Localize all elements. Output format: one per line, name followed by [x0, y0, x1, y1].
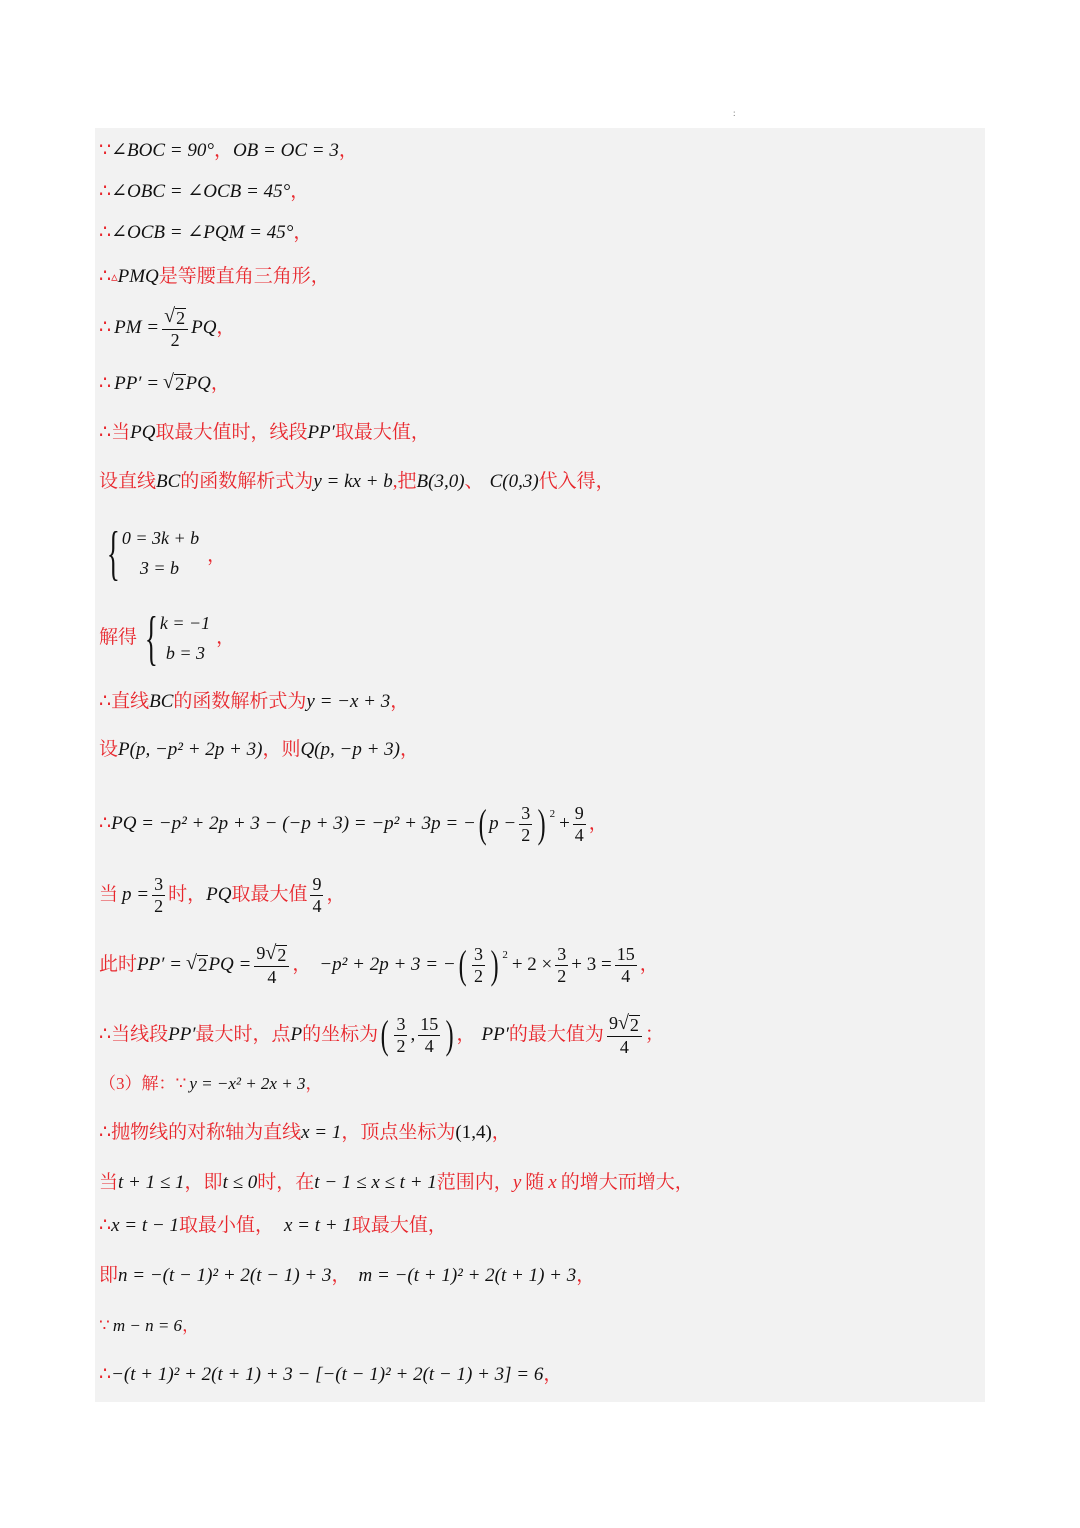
math-expr: x = 1: [301, 1122, 342, 1143]
therefore-symbol: ∴: [99, 422, 112, 443]
fraction-denominator: 2: [154, 895, 164, 916]
punct: ，: [216, 317, 236, 338]
math-expr: m = −(t + 1)² + 2(t + 1) + 3: [358, 1265, 577, 1286]
equation-system: { 0 = 3k + b 3 = b: [106, 520, 200, 586]
point-c: C(0,3): [489, 471, 539, 492]
text: 当: [111, 422, 131, 443]
math-expr: PQ: [185, 373, 211, 394]
point-q: Q(p, −p + 3): [300, 739, 400, 760]
point-p: P(p, −p² + 2p + 3): [118, 739, 263, 760]
math-expr: y = −x² + 2x + 3: [189, 1074, 306, 1093]
fraction-numerator: 3: [154, 873, 164, 894]
text: 取最大值时，线段: [155, 422, 308, 443]
fraction-numerator: 3: [474, 943, 483, 964]
therefore-symbol: ∴: [99, 317, 112, 338]
part-label: （3）解：: [99, 1074, 176, 1093]
sqrt-radicand: 2: [197, 955, 208, 977]
math-expr: ∠OBC = ∠OCB = 45°: [111, 181, 291, 202]
sqrt-radicand: 2: [277, 944, 287, 965]
fraction: [519, 804, 532, 845]
math-var: BC: [149, 691, 174, 712]
math-expr: ∠OCB = ∠PQM = 45°: [111, 222, 294, 243]
equation-row: 0 = 3k + b: [121, 528, 200, 548]
math-var: PQ: [130, 422, 156, 443]
punct: ，: [213, 140, 233, 161]
math-expr: y = −x + 3: [306, 691, 391, 712]
exponent: 2: [549, 808, 556, 820]
math-expr: OB = OC = 3: [232, 140, 339, 161]
sqrt: √ 2: [163, 371, 185, 396]
text: 的增大而增大，: [560, 1172, 694, 1193]
math-var: P: [290, 1024, 303, 1045]
fraction: [394, 1015, 407, 1056]
fraction: [472, 945, 485, 986]
fraction-numerator: 9: [574, 802, 584, 823]
text: 设直线: [99, 471, 157, 492]
fraction: √ 2 2: [162, 306, 188, 351]
math-expr: PP′ =: [114, 373, 160, 394]
line-8: [99, 470, 615, 494]
equation-row: 3 = b: [139, 558, 179, 578]
page-dot-mark: :: [733, 108, 736, 118]
line-4: [99, 265, 330, 289]
math-expr: PP′ =: [137, 954, 182, 975]
math-expr: PQ =: [208, 954, 252, 975]
math-expr: x = t − 1: [111, 1215, 179, 1236]
text: 最大时，点: [195, 1024, 291, 1045]
text: 当线段: [111, 1024, 169, 1045]
line-19: [99, 1171, 694, 1195]
text: 的函数解析式为: [180, 471, 314, 492]
sqrt: √ 2: [185, 952, 208, 977]
fraction-numerator: 9: [608, 1012, 618, 1033]
text: 的函数解析式为: [173, 691, 307, 712]
text: ，则: [262, 739, 301, 760]
therefore-symbol: ∴: [99, 181, 112, 202]
text: 取最大值，: [334, 422, 430, 443]
punct: ，: [588, 813, 608, 834]
point-b: B(3,0): [416, 471, 465, 492]
fraction-denominator: 2: [474, 965, 483, 986]
line-12: [99, 738, 419, 762]
line-3: [99, 221, 312, 245]
punct: ；: [644, 1024, 664, 1045]
line-5: [99, 303, 235, 353]
fraction-denominator: 4: [574, 824, 584, 845]
operator: +: [559, 813, 570, 834]
punct: ，: [182, 1316, 200, 1335]
line-17: [99, 1072, 322, 1096]
punct: ，: [338, 140, 358, 161]
line-13: ∴ PQ = −p² + 2p + 3 − (−p + 3) = −p² + 3p = − ( p − $\frac{3}{2}$ ) 2 + $\frac{9}{4}$ ，: [99, 801, 608, 846]
fraction-denominator: 2: [557, 965, 567, 986]
text: 的坐标为: [302, 1024, 379, 1045]
fraction: [310, 875, 323, 916]
fraction-numerator: 3: [396, 1013, 406, 1034]
line-23: [99, 1363, 562, 1387]
fraction: [418, 1015, 440, 1056]
math-expr: t ≤ 0: [222, 1172, 258, 1193]
punct: ，: [292, 954, 312, 975]
punct: ，: [293, 222, 313, 243]
punct: ，: [207, 545, 227, 566]
line-15: 此时 PP′ = √ 2 PQ = 9 √ 2 4 ， −p² + 2p + 3 = − ( $\frac{3}{2}$ ) 2 + 2 × $\frac{3}{2}$ + 3 = $\frac{15}{4}$ ，: [99, 941, 659, 988]
punct: ，: [331, 1265, 351, 1286]
punct: ，: [576, 1265, 596, 1286]
math-var: PP′: [481, 1024, 509, 1045]
math-var: PP′: [168, 1024, 196, 1045]
punct: ，: [543, 1364, 563, 1385]
fraction: 9 √ 2 4: [607, 1013, 642, 1058]
math-expr: PM =: [114, 317, 160, 338]
therefore-symbol: ∴: [99, 813, 112, 834]
math-var: PMQ: [117, 266, 159, 287]
line-6: [99, 372, 230, 396]
text: 取最小值，: [178, 1215, 274, 1236]
fraction-numerator: 3: [557, 943, 567, 964]
sqrt-radicand: 2: [176, 307, 186, 328]
equation-row: b = 3: [165, 643, 205, 663]
line-1: [99, 139, 358, 163]
therefore-symbol: ∴: [99, 1215, 112, 1236]
therefore-symbol: ∴: [99, 691, 112, 712]
math-expr: −p² + 2p + 3 = −: [319, 954, 456, 975]
text: 代入得，: [538, 471, 615, 492]
fraction: [615, 945, 637, 986]
solution-panel: [95, 128, 985, 1402]
math-expr: p =: [122, 884, 150, 905]
therefore-symbol: ∴: [99, 1024, 112, 1045]
line-11: [99, 690, 409, 714]
because-symbol: ∵: [99, 1316, 110, 1335]
text: 当: [99, 884, 119, 905]
math-var: PQ: [206, 884, 232, 905]
therefore-symbol: ∴: [99, 266, 112, 287]
math-var: PP′: [307, 422, 335, 443]
sqrt-radicand: 2: [629, 1014, 639, 1035]
fraction-numerator: 3: [521, 802, 531, 823]
fraction-denominator: 4: [619, 1037, 629, 1058]
equation-system: { k = −1 b = 3: [144, 605, 211, 671]
fraction: [555, 945, 568, 986]
text: 当: [99, 1172, 119, 1193]
fraction-denominator: 4: [312, 895, 322, 916]
punct: ，: [399, 739, 419, 760]
text: ，顶点坐标为: [341, 1122, 456, 1143]
text: 设: [99, 739, 119, 760]
text: 范围内，: [436, 1172, 513, 1193]
text: 即: [99, 1265, 119, 1286]
text: 取最大值，: [351, 1215, 447, 1236]
line-9: [99, 520, 227, 586]
fraction-denominator: 4: [424, 1035, 434, 1056]
text: 时，在: [257, 1172, 315, 1193]
line-22: [99, 1314, 199, 1338]
text: 是等腰直角三角形，: [158, 266, 330, 287]
punct: ，: [326, 884, 346, 905]
text: 抛物线的对称轴为直线: [111, 1122, 302, 1143]
punct: ，: [491, 1122, 511, 1143]
fraction-denominator: 2: [521, 824, 531, 845]
text: 、: [464, 471, 484, 492]
math-expr: y = kx + b: [313, 471, 393, 492]
punct: ，: [390, 691, 410, 712]
line-18: [99, 1121, 511, 1145]
because-symbol: ∵: [175, 1074, 187, 1093]
therefore-symbol: ∴: [99, 1364, 112, 1385]
fraction-numerator: 9: [312, 873, 322, 894]
fraction-denominator: 2: [170, 330, 180, 351]
math-expr: n = −(t − 1)² + 2(t − 1) + 3: [118, 1265, 332, 1286]
punct: ，: [290, 181, 310, 202]
text: 此时: [99, 954, 138, 975]
sqrt-radicand: 2: [175, 374, 185, 396]
fraction-numerator: 15: [420, 1013, 439, 1034]
math-expr: + 2 ×: [511, 954, 553, 975]
math-expr: PQ = −p² + 2p + 3 − (−p + 3) = −p² + 3p = −: [111, 813, 476, 834]
punct: ，: [305, 1074, 323, 1093]
text: ，即: [184, 1172, 223, 1193]
punct: ，: [216, 627, 236, 648]
line-20: [99, 1214, 447, 1238]
text: ，: [456, 1024, 476, 1045]
text: 取最大值: [231, 884, 308, 905]
fraction-denominator: 4: [267, 967, 277, 988]
equation-row: k = −1: [159, 613, 211, 633]
vertex-point: (1,4): [455, 1122, 492, 1143]
math-var: BC: [156, 471, 181, 492]
line-7: [99, 421, 430, 445]
line-14: [99, 870, 345, 920]
therefore-symbol: ∴: [99, 373, 112, 394]
text: 直线: [111, 691, 150, 712]
math-var: x: [548, 1172, 557, 1193]
fraction: [573, 804, 586, 845]
math-expr: t − 1 ≤ x ≤ t + 1: [314, 1172, 437, 1193]
text: ,把: [392, 471, 417, 492]
math-expr: t + 1 ≤ 1: [118, 1172, 185, 1193]
fraction-numerator: 15: [616, 943, 635, 964]
math-expr: p −: [489, 813, 517, 834]
fraction-denominator: 4: [621, 965, 631, 986]
line-16: ∴ 当线段 PP′ 最大时，点 P 的坐标为 ( $\frac{3}{2}$ , $\frac{15}{4}$ ) ， PP′ 的最大值为 9 √ 2 4 ；: [99, 1011, 664, 1058]
text: 随: [525, 1172, 545, 1193]
math-expr: + 3 =: [571, 954, 612, 975]
fraction: 9 √ 2 4: [254, 943, 289, 988]
text: 的最大值为: [508, 1024, 604, 1045]
math-expr: m − n = 6: [112, 1316, 183, 1335]
math-var: y: [512, 1172, 522, 1193]
math-expr: x = t + 1: [283, 1215, 352, 1236]
triangle-icon: ▵: [111, 269, 118, 284]
because-symbol: ∵: [99, 140, 112, 161]
text: 时，: [168, 884, 207, 905]
math-expr: ∠BOC = 90°: [111, 140, 214, 161]
fraction-numerator: 9: [256, 942, 266, 963]
math-expr: PQ: [191, 317, 217, 338]
punct: ，: [639, 954, 659, 975]
punct: ，: [210, 373, 230, 394]
fraction: [152, 875, 165, 916]
line-21: [99, 1264, 595, 1288]
fraction-denominator: 2: [396, 1035, 406, 1056]
therefore-symbol: ∴: [99, 1122, 112, 1143]
text: 解得: [99, 627, 138, 648]
math-expr: −(t + 1)² + 2(t + 1) + 3 − [−(t − 1)² + 2(t − 1) + 3] = 6: [111, 1364, 544, 1385]
line-2: [99, 180, 309, 204]
exponent: 2: [502, 949, 508, 961]
therefore-symbol: ∴: [99, 222, 112, 243]
line-10: [99, 605, 236, 671]
